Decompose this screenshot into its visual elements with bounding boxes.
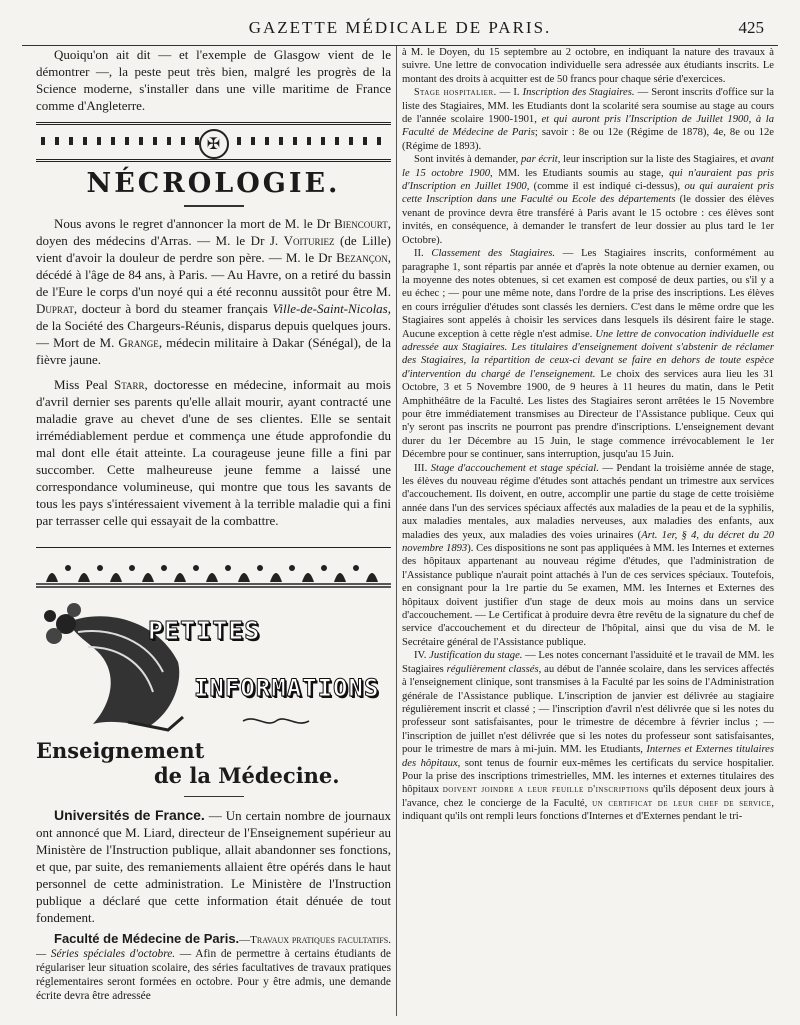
section-rule	[184, 796, 244, 797]
informations-heading: INFORMATIONS	[194, 674, 380, 702]
enseignement-heading: Enseignement	[36, 738, 205, 763]
ornamental-frieze	[36, 547, 391, 596]
faculte-paragraph: Faculté de Médecine de Paris.—Travaux pratiques facultatifs. — Séries spéciales d'octobre. — Afin de permettre à certains étudiants de régulariser leur situation scolaire, des séries facultatives de travaux pratiques réglementaires seront formées en octobre. Pour y être admis, une demande écrite devra être adressée	[36, 931, 391, 1002]
de-la-medecine-heading: de la Médecine.	[154, 763, 340, 788]
petites-heading: PETITES	[148, 616, 261, 645]
justification-paragraph: IV. Justification du stage. — Les notes concernant l'assiduité et le travail de MM. les Stagiaires régulièrement classés, au début de l'année scolaire, dans les services affectés à l'enseignement clinique, sont transmises à la Faculté par les soins de l'Administration générale de l'Assistance publique. L'inscription de janvier est délivrée au stagiaire régulièrement inscrit et classé ; — l'inscription d'avril n'est délivrée que si les notes du professeur sont satisfaisantes, pour le trimestre de décembre à février inclus ; — l'inscription de juillet n'est délivrée que si les notes du professeur sont satisfaisantes, pour le trimestre de mars à mi-juin. MM. les Etudiants, Internes et Externes titulaires des hôpitaux, sont tenus de fournir eux-mêmes les certificats du service hospitalier. Pour la prise des inscriptions trimestrielles, MM. les internes et externes titulaires des hôpitaux doivent joindre a leur feuille d'inscriptions qu'ils déposent deux jours à l'avance, chez le concierge de la Faculté, un certificat de leur chef de service, indiquant qu'ils ont rempli leurs fonctions d'Internes et d'Externes pendant le tri-	[402, 650, 774, 823]
stage-accouchement-paragraph: III. Stage d'accouchement et stage spécial. — Pendant la troisième année de stage, les élèves du nouveau régime d'études sont attachés pendant un trimestre aux services d'accouchement. Ils doivent, en outre, accomplir une partie du stage de cette troisième année dans l'un des services spéciaux affectés aux maladies de la peau et de la syphilis, aux maladies mentales, aux maladies nerveuses, aux maladies des enfants, aux maladies des yeux, aux maladies des voies urinaires (Art. 1er, § 4, du décret du 20 novembre 1893). Ces dispositions ne sont pas appliquées à MM. les Internes et externes des hôpitaux appartenant au nouveau régime d'études, que l'administration de l'Assistance publique n'aurait point attachés à l'un de ces services spéciaux. Toutefois, en consignant pour la 1re partie du 5e examen, MM. les Internes et Externes des hôpitaux doivent justifier d'un stage de deux mois au moins dans un service d'accouchement. — Le Certificat à produire devra être revêtu de la signature du chef de service d'accouchement et du directeur de l'hôpital, ainsi que du visa de M. le Secrétaire général de l'Assistance publique.	[402, 462, 774, 648]
plague-paragraph: Quoiqu'on ait dit — et l'exemple de Glasgow vient de le démontrer —, la peste peut très bien, malgré les progrès de la Science moderne, s'installer dans une ville maritime de France comme d'Angleterre.	[36, 47, 391, 113]
classement-paragraph: II. Classement des Stagiaires. — Les Stagiaires inscrits, conformément au paragraphe 1, sont répartis par année et d'après la note obtenue au dernier examen, ou la moyenne des notes obtenues, si cet examen est composé de deux parties, ou s'il y a eu échec ; — pour une même note, dans l'ordre de la prise des inscriptions. Les élèves en cours irrégulier d'études sont classés les derniers. C'est dans le même ordre que les Stagiaires sont appelés à choisir les services dans lesquels ils désirent faire le stage. Aucune exception à cette règle n'est admise. Une lettre de convocation individuelle est adressée aux Stagiaires. Les titulaires d'enseignement doivent s'abstenir de réclamer des Stagiaires, la répartition de ceux-ci devant se faire en dehors de toute espèce d'intervention du chargé de l'enseignement. Le choix des services aura lieu les 31 Octobre, 3 et 5 Novembre 1900, de 9 heures à 11 heures du matin, dans le Petit Amphithéâtre de la Faculté. Les listes des Stagiaires seront arrêtées le 15 Novembre pour être immédiatement transmises au Directeur de l'Assistance publique. Ceux qui n'y seront pas inscrits ne pourront pas prendre d'inscriptions. L'enseignement devant durer du 1er Décembre au 15 Juin, le stage commence irrévocablement le 1er Décembre pour se continuer, sans interruption, jusqu'au 15 Juin.	[402, 248, 774, 461]
necrology-paragraph-1: Nous avons le regret d'annoncer la mort de M. le Dr Biencourt, doyen des médecins d'Arras. — M. le Dr J. Voituriez (de Lille) vient d'avoir la douleur de perdre son père. — M. le Dr Bezançon, décédé à l'âge de 84 ans, à Paris. — Au Havre, on a retiré du bassin de l'Eure le corps d'un noyé qui a été reconnu aussitôt pour être M. Duprat, docteur à bord du steamer français Ville-de-Saint-Nicolas, de la Société des Chargeurs-Réunis, disparus depuis quelques jours. — Mort de M. Grange, médecin militaire à Dakar (Sénégal), de la fièvre jaune.	[36, 216, 391, 367]
page-number: 425	[738, 18, 764, 37]
journal-title: GAZETTE MÉDICALE DE PARIS.	[248, 18, 552, 37]
necrology-paragraph-2: Miss Peal Starr, doctoresse en médecine, informait au mois d'avril dernier ses parents qu'elle allait mourir, ayant contracté une maladie grave au chevet d'une de ses clientes. Elle se sentait irrémédiablement perdue et commença une étude approfondie du mal dont elle était atteinte. La courageuse jeune fille a fini par succomber. Cette malheureuse jeune femme a laissé une correspondance volumineuse, qui montre que tous les savants de tous les pays s'intéressaient vivement à la terrible maladie qui a fini par terrasser celle qui essayait de la combattre.	[36, 377, 391, 528]
ornamental-border	[36, 122, 391, 162]
fleuron-icon: ✠	[199, 129, 229, 159]
column-divider	[396, 46, 397, 1016]
section-rule	[184, 205, 244, 207]
left-column	[36, 46, 391, 1016]
stage-hospitalier-paragraph: Stage hospitalier. — I. Inscription des Stagiaires. — Seront inscrits d'office sur la liste des Stagiaires, MM. les Etudiants dont la scolarité sera soumise au stage au cours de l'année scolaire 1900-1901, et qui auront pris l'Inscription de Juillet 1900, à la Faculté de Médecine de Paris; savoir : 8e ou 12e (Régime de 1878), 4e, 8e ou 12e (Régime de 1893).	[402, 87, 774, 152]
swash-ornament-icon	[241, 714, 311, 728]
inscription-demand-paragraph: Sont invités à demander, par écrit, leur inscription sur la liste des Stagiaires, et avant le 15 octobre 1900, MM. les Etudiants soumis au stage, qui n'auraient pas pris d'Inscription en Juillet 1900, (comme il est indiqué ci-dessus), ou qui auraient pris cette Inscription dans une Faculté ou Ecole des départements (le dossier des élèves venant de province devra être transféré à Paris avant le 15 octobre : ces élèves sont invités, en conséquence, à demander le transfert de leur dossier au plus tard le 1er Octobre).	[402, 154, 774, 246]
frieze-ornament-icon	[36, 554, 391, 590]
right-column	[402, 46, 774, 1021]
faculte-continuation: à M. le Doyen, du 15 septembre au 2 octobre, en indiquant la nature des travaux à suivre. Une lettre de convocation individuelle sera adressée aux étudiants inscrits. Le montant des droits à acquitter est de 50 francs pour chaque série d'exercices.	[402, 47, 774, 85]
running-head	[0, 14, 800, 40]
necrologie-heading: NÉCROLOGIE.	[86, 168, 341, 199]
petites-informations-banner	[36, 596, 391, 736]
universites-paragraph: Universités de France. — Un certain nombre de journaux ont annoncé que M. Liard, directeur de l'Enseignement supérieur au Ministère de l'Instruction publique, allait abandonner ses fonctions, et que, par suite, des remaniements allaient être opérés dans le haut personnel de cette administration. Le Ministère de l'Instruction publique a déclaré que cette information était dénuée de tout fondement.	[36, 807, 391, 925]
